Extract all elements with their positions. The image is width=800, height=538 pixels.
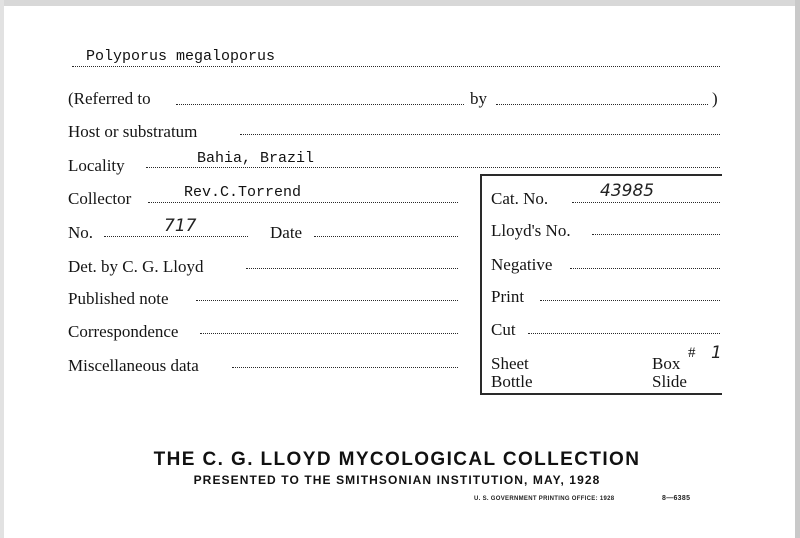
collection-subtitle: PRESENTED TO THE SMITHSONIAN INSTITUTION, MAY, 1928 (193, 473, 601, 487)
cat-no-value: 43985 (600, 181, 655, 201)
card-top-edge (0, 0, 800, 6)
lloyds-no-line (592, 234, 720, 235)
det-by-line (246, 268, 458, 269)
printing-office-imprint: U. S. GOVERNMENT PRINTING OFFICE: 1928 (474, 496, 615, 502)
by-label: by (470, 89, 487, 108)
host-label: Host or substratum (68, 122, 198, 141)
sheet-label: Sheet (491, 354, 529, 373)
bottle-label: Bottle (491, 372, 533, 391)
referred-close-paren: ) (712, 89, 718, 108)
date-line (314, 236, 458, 237)
referred-to-label: (Referred to (68, 89, 151, 108)
by-line (496, 104, 708, 105)
collector-value: Rev.C.Torrend (184, 184, 302, 201)
miscellaneous-data-line (232, 367, 458, 368)
print-label: Print (491, 287, 525, 306)
locality-line (146, 167, 720, 168)
print-line (540, 300, 720, 301)
cat-no-label: Cat. No. (491, 189, 549, 208)
right-box-top-border (480, 174, 722, 176)
box-label: Box (652, 354, 681, 373)
miscellaneous-data-label: Miscellaneous data (68, 356, 199, 375)
cut-label: Cut (491, 320, 516, 339)
cut-line (528, 333, 720, 334)
right-box-left-border (480, 174, 482, 394)
negative-label: Negative (491, 255, 553, 274)
card-right-edge (795, 0, 800, 538)
locality-value: Bahia, Brazil (197, 150, 315, 167)
correspondence-line (200, 333, 458, 334)
date-label: Date (270, 223, 303, 242)
box-hash: # (688, 345, 696, 361)
referred-to-line (176, 104, 464, 105)
host-line (240, 134, 720, 135)
det-by-label: Det. by C. G. Lloyd (68, 257, 204, 276)
cat-no-line (572, 202, 720, 203)
species-name: Polyporus megaloporus (86, 48, 276, 65)
negative-line (570, 268, 720, 269)
species-line (72, 66, 720, 67)
collector-line (148, 202, 458, 203)
box-value: 1 (711, 343, 722, 363)
slide-label: Slide (652, 372, 687, 391)
published-note-line (196, 300, 458, 301)
right-box-bottom-border (480, 393, 722, 395)
form-number: 8—6385 (662, 495, 691, 502)
lloyds-no-label: Lloyd's No. (491, 221, 571, 240)
no-line (104, 236, 248, 237)
locality-label: Locality (68, 156, 125, 175)
no-value: 717 (164, 216, 197, 236)
correspondence-label: Correspondence (68, 322, 179, 341)
no-label: No. (68, 223, 94, 242)
published-note-label: Published note (68, 289, 169, 308)
collector-label: Collector (68, 189, 132, 208)
collection-title: THE C. G. LLOYD MYCOLOGICAL COLLECTION (153, 449, 641, 470)
